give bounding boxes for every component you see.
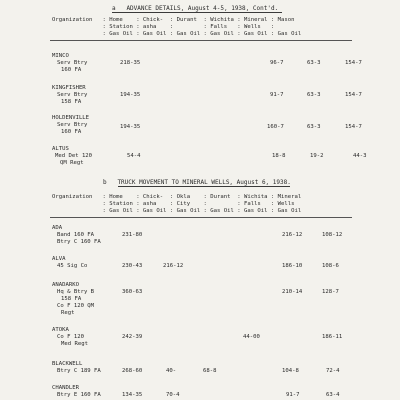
row-org-line: QM Regt [60, 160, 84, 166]
row-org-line: Co F 120 [57, 334, 84, 340]
row-org-line: HOLDENVILLE [52, 115, 90, 121]
row-org-line: Med Det 120 [55, 153, 93, 159]
cell-chickasha: 40- [166, 368, 177, 374]
cell-mineral: 186-11 [322, 334, 343, 340]
row-org-line: Med Regt [61, 341, 88, 347]
cell-home: 194-35 [120, 124, 141, 130]
cell-mason: 154-7 [345, 92, 362, 98]
row-org-line: Btry E 160 FA [57, 392, 101, 398]
cell-chickasha: 70-4 [166, 392, 180, 398]
cell-wichita: 186-10 [282, 263, 303, 269]
row-org-line: Regt [61, 310, 75, 316]
cell-home: 134-35 [122, 392, 143, 398]
cell-okla: 68-8 [203, 368, 217, 374]
row-org-line: 160 FA [61, 129, 82, 135]
row-org-line: KINGFISHER [52, 85, 86, 91]
cell-mineral: 108-12 [322, 232, 343, 238]
cell-wichita: 210-14 [282, 289, 303, 295]
cell-mineral: 63-3 [307, 92, 321, 98]
row-org-line: CHANDLER [52, 385, 79, 391]
row-org-line: 160 FA [61, 67, 82, 73]
cell-mineral: 19-2 [310, 153, 324, 159]
section-b-header-rule [50, 217, 352, 218]
cell-mason: 44-3 [353, 153, 367, 159]
cell-mason: 154-7 [345, 124, 362, 130]
cell-home: 194-35 [120, 92, 141, 98]
cell-mineral: 63-4 [326, 392, 340, 398]
row-org-line: ALTUS [52, 146, 69, 152]
cell-home: 218-35 [120, 60, 141, 66]
section-b-title: b TRUCK MOVEMENT TO MINERAL WELLS, August 6, 1938. [103, 179, 291, 186]
row-org-line: Hq & Btry B [57, 289, 95, 295]
row-org-line: ALVA [52, 256, 66, 262]
row-org-line: 45 Sig Co [57, 263, 88, 269]
cell-home: 360-63 [122, 289, 143, 295]
row-org-line: 158 FA [61, 99, 82, 105]
row-org-line: ATOKA [52, 327, 69, 333]
cell-mineral: 72-4 [326, 368, 340, 374]
cell-wichita: 18-8 [272, 153, 286, 159]
cell-home: 231-80 [122, 232, 143, 238]
cell-mineral: 128-7 [322, 289, 339, 295]
section-a-title-underline [112, 12, 282, 13]
row-org-line: Band 160 FA [57, 232, 95, 238]
cell-wichita: 160-7 [267, 124, 284, 130]
section-b-header-line-3: : Gas Oil : Gas Oil : Gas Oil : Gas Oil : Gas Oil : Gas Oil [52, 208, 302, 214]
cell-wichita: 104-8 [282, 368, 299, 374]
cell-durant: 44-00 [243, 334, 260, 340]
cell-home: 268-60 [122, 368, 143, 374]
cell-wichita: 216-12 [282, 232, 303, 238]
cell-home: 242-39 [122, 334, 143, 340]
section-a-header-line-3: : Gas Oil : Gas Oil : Gas Oil : Gas Oil : Gas Oil : Gas Oil [52, 31, 302, 37]
cell-chickasha: 216-12 [163, 263, 184, 269]
cell-home: 230-43 [122, 263, 143, 269]
cell-mason: 154-7 [345, 60, 362, 66]
section-a-header-rule [50, 40, 352, 41]
row-org-line: 158 FA [61, 296, 82, 302]
row-org-line: Btry C 189 FA [57, 368, 101, 374]
section-a-header-line-2: : Station : asha : : Falls : Wells : [52, 24, 275, 30]
row-org-line: MINCO [52, 53, 69, 59]
cell-home: 54-4 [127, 153, 141, 159]
section-b-header-line-2: : Station : asha : City : : Falls : Wells [52, 201, 295, 207]
row-org-line: Co F 120 QM [57, 303, 95, 309]
cell-wichita: 91-7 [270, 92, 284, 98]
cell-mineral: 63-3 [307, 124, 321, 130]
row-org-line: ADA [52, 225, 63, 231]
row-org-line: Serv Btry [57, 122, 88, 128]
cell-wichita: 96-7 [270, 60, 284, 66]
row-org-line: BLACKWELL [52, 361, 83, 367]
section-b-header-line-1: Organization : Home : Chick- : Okla : Durant : Wichita : Mineral [52, 194, 302, 200]
row-org-line: ANADARKO [52, 282, 79, 288]
cell-mineral: 63-3 [307, 60, 321, 66]
section-b-title-underline [118, 186, 290, 187]
cell-wichita: 91-7 [286, 392, 300, 398]
section-a-title: a ADVANCE DETAILS, August 4-5, 1938, Cont'd. [112, 5, 279, 12]
section-a-header-line-1: Organization : Home : Chick- : Durant : Wichita : Mineral : Mason [52, 17, 295, 23]
cell-mineral: 108-6 [322, 263, 339, 269]
row-org-line: Serv Btry [57, 60, 88, 66]
row-org-line: Btry C 160 FA [57, 239, 101, 245]
row-org-line: Serv Btry [57, 92, 88, 98]
